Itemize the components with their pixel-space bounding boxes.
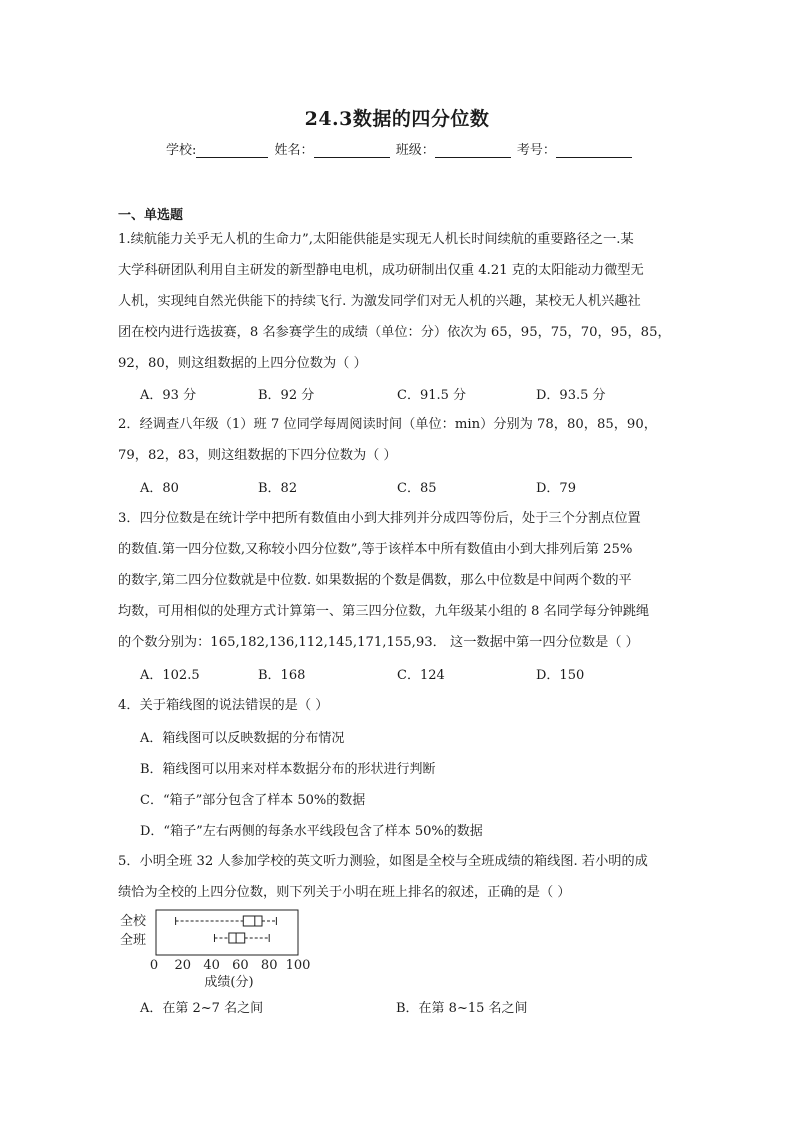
- question-4-line: 4．关于箱线图的说法错误的是（ ）: [118, 698, 329, 713]
- name-label: 姓名：: [274, 143, 314, 158]
- number-label: 考号：: [516, 143, 556, 158]
- option-b[interactable]: B．168: [258, 668, 306, 683]
- option-a[interactable]: A．80: [140, 481, 179, 496]
- option-c[interactable]: C．91.5 分: [397, 388, 467, 403]
- school-blank[interactable]: [196, 157, 268, 158]
- number-blank[interactable]: [556, 157, 632, 158]
- option-b[interactable]: B．在第 8~15 名之间: [396, 1001, 528, 1016]
- section-heading: 一、单选题: [118, 208, 184, 223]
- x-tick-label: 80: [260, 958, 278, 973]
- question-1-line: 大学科研团队利用自主研发的新型静电电机，成功研制出仅重 4.21 克的太阳能动力微型无: [118, 263, 644, 278]
- option-c[interactable]: C．124: [397, 668, 445, 683]
- series-label: 全班: [120, 933, 147, 948]
- school-label: 学校:: [166, 143, 197, 158]
- x-tick-label: 0: [149, 958, 159, 973]
- x-tick-label: 40: [203, 958, 220, 973]
- question-2-stem: [118, 409, 684, 471]
- box-plot-chart: [112, 905, 322, 993]
- x-tick-label: 60: [232, 958, 249, 973]
- question-3-line: 的数字,第二四分位数就是中位数. 如果数据的个数是偶数，那么中位数是中间两个数的平: [118, 573, 632, 588]
- question-3-stem: [118, 503, 684, 658]
- box: [243, 916, 262, 926]
- option-d[interactable]: D．“箱子”左右两侧的每条水平线段包含了样本 50%的数据: [140, 824, 483, 839]
- option-a[interactable]: A．箱线图可以反映数据的分布情况: [140, 731, 345, 746]
- x-axis-label: 成绩(分): [204, 975, 254, 990]
- question-5-stem: [118, 846, 684, 908]
- option-b[interactable]: B．箱线图可以用来对样本数据分布的形状进行判断: [140, 762, 436, 777]
- question-1-line: 92，80，则这组数据的上四分位数为（ ）: [118, 356, 367, 371]
- page-title: 24.3数据的四分位数: [304, 108, 490, 130]
- option-a[interactable]: A．93 分: [140, 388, 197, 403]
- x-tick-label: 100: [285, 958, 311, 973]
- option-b[interactable]: B．82: [258, 481, 298, 496]
- option-a[interactable]: A．102.5: [140, 668, 200, 683]
- question-5-line: 绩恰为全校的上四分位数，则下列关于小明在班上排名的叙述，正确的是（ ）: [118, 885, 571, 900]
- option-a[interactable]: A．在第 2~7 名之间: [140, 1001, 264, 1016]
- question-1-line: 团在校内进行选拔赛，8 名参赛学生的成绩（单位：分）依次为 65，95，75，70，95，85，: [118, 325, 671, 340]
- class-label: 班级：: [395, 143, 435, 158]
- question-1-stem: [118, 224, 684, 379]
- chart-frame: [156, 910, 298, 955]
- name-blank[interactable]: [314, 157, 390, 158]
- x-tick-label: 20: [174, 958, 192, 973]
- question-1-line: 1.续航能力关乎无人机的生命力”,太阳能供能是实现无人机长时间续航的重要路径之一.某: [118, 232, 634, 247]
- student-info-row: [166, 139, 634, 158]
- question-2-line: 2．经调查八年级（1）班 7 位同学每周阅读时间（单位：min）分别为 78，80，85，90，: [118, 417, 657, 432]
- box: [229, 933, 245, 943]
- option-d[interactable]: D．79: [536, 481, 576, 496]
- series-label: 全校: [120, 914, 147, 929]
- question-4-stem: [118, 690, 684, 721]
- question-2-line: 79，82，83，则这组数据的下四分位数为（ ）: [118, 448, 397, 463]
- question-3-line: 3．四分位数是在统计学中把所有数值由小到大排列并分成四等份后，处于三个分割点位置: [118, 511, 641, 526]
- class-blank[interactable]: [435, 157, 511, 158]
- option-c[interactable]: C．85: [397, 481, 437, 496]
- option-d[interactable]: D．150: [536, 668, 585, 683]
- question-3-line: 均数，可用相似的处理方式计算第一、第三四分位数，九年级某小组的 8 名同学每分钟跳绳: [118, 604, 650, 619]
- question-5-line: 5．小明全班 32 人参加学校的英文听力测验，如图是全校与全班成绩的箱线图. 若小明的成: [118, 854, 648, 869]
- option-c[interactable]: C．“箱子”部分包含了样本 50%的数据: [140, 793, 366, 808]
- option-d[interactable]: D．93.5 分: [536, 388, 606, 403]
- question-3-line: 的数值.第一四分位数,又称较小四分位数”,等于该样本中所有数值由小到大排列后第 25%: [118, 542, 633, 557]
- question-1-line: 人机，实现纯自然光供能下的持续飞行. 为激发同学们对无人机的兴趣，某校无人机兴趣社: [118, 294, 641, 309]
- question-3-line: 的个数分别为：165,182,136,112,145,171,155,93． 这一数据中第一四分位数是（ ）: [118, 635, 639, 650]
- option-b[interactable]: B．92 分: [258, 388, 315, 403]
